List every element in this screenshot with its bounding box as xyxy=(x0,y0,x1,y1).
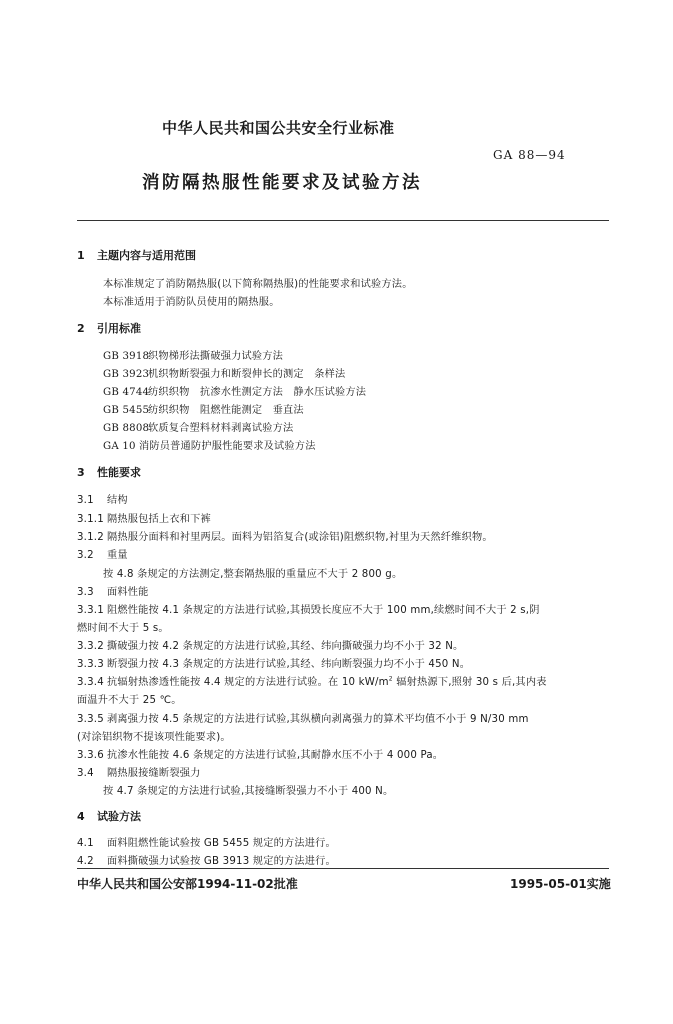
clause-3-2-text: 按 4.8 条规定的方法测定,整套隔热服的重量应不大于 2 800 g。 xyxy=(103,569,403,580)
clause-3-2: 3.2 重量 xyxy=(77,550,128,561)
reference-item: GB 4744纺织织物 抗渗水性测定方法 静水压试验方法 xyxy=(103,387,367,398)
clause-3-4-text: 按 4.7 条规定的方法进行试验,其接缝断裂强力不小于 400 N。 xyxy=(103,786,394,797)
clause-3-3-6: 3.3.6 抗渗水性能按 4.6 条规定的方法进行试验,其耐静水压不小于 4 000 Pa。 xyxy=(77,750,444,761)
clause-3-3-3: 3.3.3 断裂强力按 4.3 条规定的方法进行试验,其经、纬向断裂强力均不小于 450 N。 xyxy=(77,659,471,670)
clause-3-3-1-cont: 燃时间不大于 5 s。 xyxy=(77,623,169,634)
clause-4-1: 4.1 面料阻燃性能试验按 GB 5455 规定的方法进行。 xyxy=(77,838,336,849)
clause-3-1-2: 3.1.2 隔热服分面料和衬里两层。面料为铝箔复合(或涂铝)阻燃织物,衬里为天然纤维织物。 xyxy=(77,532,493,543)
clause-3-3-1: 3.3.1 阻燃性能按 4.1 条规定的方法进行试验,其损毁长度应不大于 100 mm,续燃时间不大于 2 s,阴 xyxy=(77,605,540,616)
clause-3-3-4-cont: 面温升不大于 25 ℃。 xyxy=(77,695,182,706)
clause-3-4: 3.4 隔热服接缝断裂强力 xyxy=(77,768,201,779)
reference-item: GB 5455纺织织物 阻燃性能测定 垂直法 xyxy=(103,405,304,416)
section-4-heading: 4 试验方法 xyxy=(77,810,141,823)
clause-4-2: 4.2 面料撕破强力试验按 GB 3913 规定的方法进行。 xyxy=(77,856,336,867)
section-3-heading: 3 性能要求 xyxy=(77,466,141,479)
clause-3-3-5: 3.3.5 剥离强力按 4.5 条规定的方法进行试验,其纵横向剥离强力的算术平均值不小于 9 N/30 mm xyxy=(77,714,529,725)
approval-line: 中华人民共和国公安部1994-11-02批准 xyxy=(77,877,298,891)
section-2-heading: 2 引用标准 xyxy=(77,322,141,335)
clause-3-1-1: 3.1.1 隔热服包括上衣和下裤 xyxy=(77,514,211,525)
section-1-paragraph-1: 本标准规定了消防隔热服(以下简称隔热服)的性能要求和试验方法。 xyxy=(103,279,413,290)
clause-3-3: 3.3 面料性能 xyxy=(77,587,149,598)
implementation-date: 1995-05-01实施 xyxy=(510,877,611,891)
standard-code: GA 88—94 xyxy=(493,148,566,162)
footer-rule xyxy=(77,868,609,869)
header-rule xyxy=(77,220,609,221)
document-title: 消防隔热服性能要求及试验方法 xyxy=(142,173,422,193)
clause-3-1: 3.1 结构 xyxy=(77,495,128,506)
clause-3-3-5-cont: (对涂铝织物不提该项性能要求)。 xyxy=(77,732,231,743)
clause-3-3-4: 3.3.4 抗辐射热渗透性能按 4.4 规定的方法进行试验。在 10 $kW/m^2$ 辐射热源下,照射 30 s 后,其内表 xyxy=(77,675,547,688)
section-1-heading: 1 主题内容与适用范围 xyxy=(77,249,196,262)
reference-item: GB 3918织物梯形法撕破强力试验方法 xyxy=(103,351,284,362)
clause-3-3-2: 3.3.2 撕破强力按 4.2 条规定的方法进行试验,其经、纬向撕破强力均不小于 32 N。 xyxy=(77,641,464,652)
reference-item: GB 8808软质复合塑料材料剥离试验方法 xyxy=(103,423,294,434)
section-1-paragraph-2: 本标准适用于消防队员使用的隔热服。 xyxy=(103,297,280,308)
reference-item: GA 10 消防员普通防护服性能要求及试验方法 xyxy=(103,441,316,452)
reference-item: GB 3923机织物断裂强力和断裂伸长的测定 条样法 xyxy=(103,369,346,380)
standard-org: 中华人民共和国公共安全行业标准 xyxy=(162,119,395,137)
